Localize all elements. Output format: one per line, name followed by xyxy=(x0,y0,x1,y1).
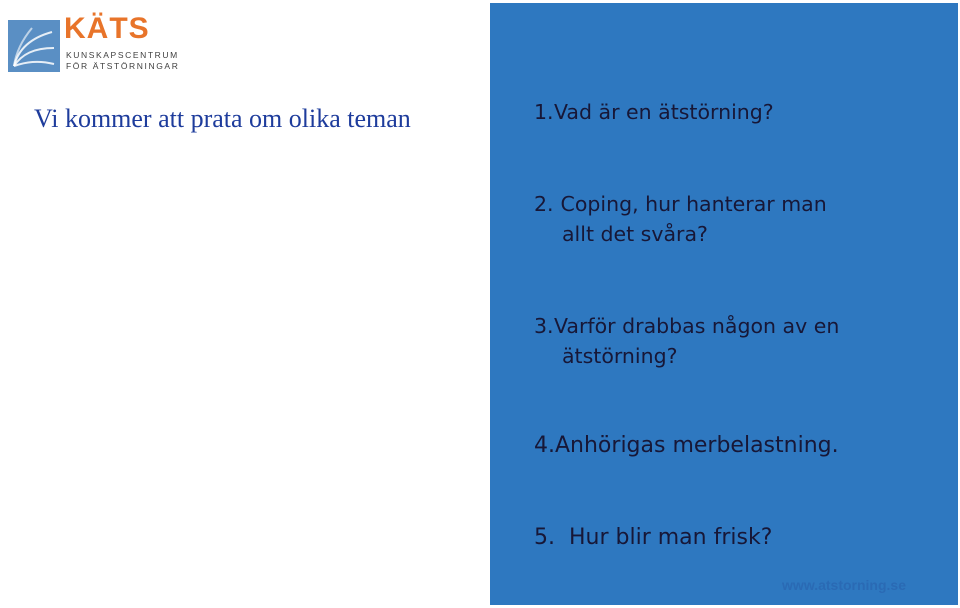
kats-logo xyxy=(8,10,180,72)
slide-title: Vi kommer att prata om olika teman xyxy=(34,104,411,133)
topic-item xyxy=(534,523,772,553)
topic-number: 1. xyxy=(534,100,554,124)
topic-number: 2. xyxy=(534,192,554,216)
topic-item xyxy=(534,311,839,371)
topic-number: 3. xyxy=(534,314,554,338)
topic-item xyxy=(534,97,774,127)
topic-text: Coping, hur hanterar man xyxy=(560,192,827,216)
topic-text-continued: allt det svåra? xyxy=(562,222,708,246)
topic-item xyxy=(534,431,839,461)
topic-item xyxy=(534,189,827,249)
logo-subtitle-line2: FÖR ÄTSTÖRNINGAR xyxy=(66,61,180,71)
topic-number: 4. xyxy=(534,433,555,458)
topics-panel xyxy=(490,3,958,605)
topic-text: Vad är en ätstörning? xyxy=(554,100,774,124)
logo-subtitle-line1: KUNSKAPSCENTRUM xyxy=(66,50,179,60)
topic-text: Varför drabbas någon av en xyxy=(554,314,840,338)
website-link[interactable]: www.atstorning.se xyxy=(782,577,906,593)
topic-text-continued: ätstörning? xyxy=(562,344,678,368)
topic-text: Anhörigas merbelastning. xyxy=(555,433,839,458)
topic-text: Hur blir man frisk? xyxy=(569,525,773,550)
topic-number: 5. xyxy=(534,525,555,550)
logo-mark-icon xyxy=(8,20,60,72)
logo-wordmark: KÄTS xyxy=(64,12,150,45)
